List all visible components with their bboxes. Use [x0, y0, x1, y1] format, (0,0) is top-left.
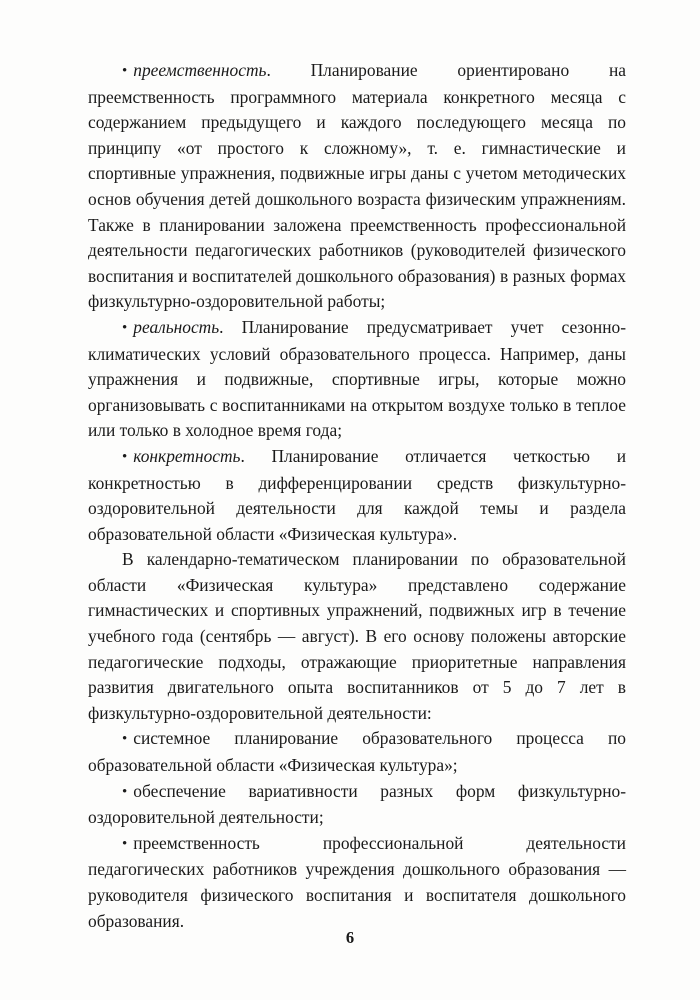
term-label: реальность [133, 316, 220, 337]
paragraph-text: . Планирование предусматривает учет сезонно-климатических условий образовательного процесса. Например, даны упражнения и подвижные, спортивные игры, которые можно организовывать с воспитанниками на открытом воздухе только в теплое или только в холодное время года; [88, 316, 626, 441]
paragraph-text: . Планирование отличается четкостью и конкретностью в дифференцировании средств физкультурно-оздоровительной деятельности для каждой темы и раздела образовательной области «Физическая культура». [88, 445, 626, 544]
term-label: конкретность [133, 445, 241, 466]
bullet-icon: • [122, 319, 128, 336]
bullet-icon: • [122, 783, 128, 800]
term-label: преемственность [133, 60, 267, 80]
paragraph-text: преемственность профессиональной деятельности педагогических работников учреждения дошкольного образования — руководителя физического воспитания и воспитателя дошкольного образования. [88, 832, 626, 931]
paragraph-text: системное планирование образовательного процесса по образовательной области «Физическая культура»; [88, 728, 626, 776]
page-body [88, 58, 626, 934]
bullet-icon: • [122, 448, 128, 465]
paragraph [88, 547, 626, 726]
paragraph-text: . Планирование ориентировано на преемственность программного материала конкретного месяца с содержанием предыдущего и каждого последующего месяца по принципу «от простого к сложному», т. е. гимнастические и спортивные упражнения, подвижные игры даны с учетом методических основ обучения детей дошкольного возраста физическим упражнениям. Также в планировании заложена преемственность профессиональной деятельности педагогических работников (руководителей физического воспитания и воспитателей дошкольного образования) в разных формах физкультурно-оздоровительной работы; [88, 60, 626, 312]
list-item [88, 58, 626, 315]
bullet-icon: • [122, 731, 128, 748]
list-item [88, 831, 626, 934]
bullet-icon: • [122, 63, 128, 79]
paragraph-text: В календарно-тематическом планировании по образовательной области «Физическая культура» представлено содержание гимнастических и спортивных упражнений, подвижных игр в течение учебного года (сентябрь — август). В его основу положены авторские педагогические подходы, отражающие приоритетные направления развития двигательного опыта воспитанников от 5 до 7 лет в физкультурно-оздоровительной деятельности: [88, 549, 626, 723]
list-item [88, 444, 626, 547]
page-number: 6 [345, 928, 355, 947]
list-item [88, 779, 626, 831]
list-item [88, 315, 626, 444]
list-item [88, 726, 626, 778]
bullet-icon: • [122, 835, 128, 852]
paragraph-text: обеспечение вариативности разных форм физкультурно-оздоровительной деятельности; [88, 780, 626, 828]
